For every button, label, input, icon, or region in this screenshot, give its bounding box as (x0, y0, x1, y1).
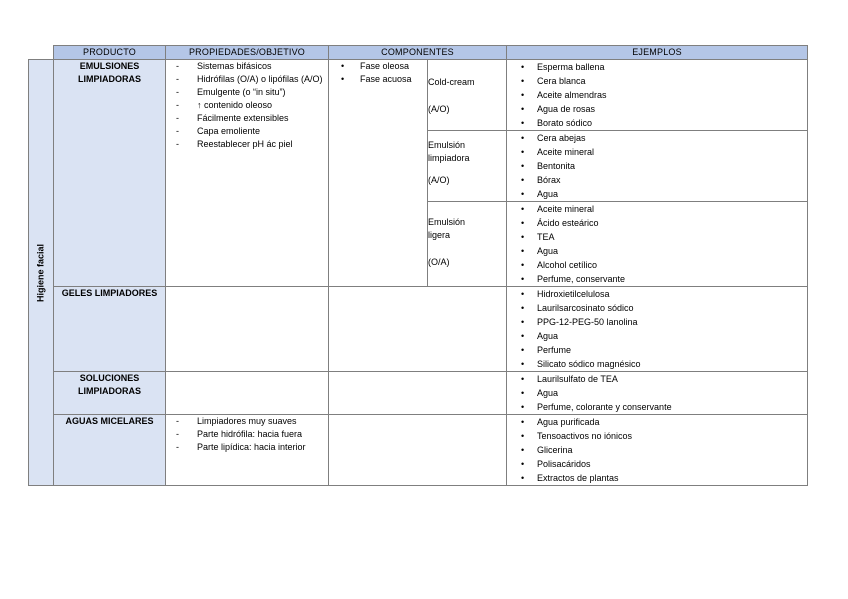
list-item: • Tensoactivos no iónicos (521, 429, 807, 443)
list-item: • Laurilsulfato de TEA (521, 372, 807, 386)
components-cell (329, 287, 507, 372)
list-item: • Hidroxietilcelulosa (521, 287, 807, 301)
list-item: • Agua purificada (521, 415, 807, 429)
header-ejemplos: EJEMPLOS (507, 46, 808, 60)
list-item: - Hidrófilas (O/A) o lipófilas (A/O) (176, 73, 328, 86)
product-cell (54, 415, 166, 486)
list-item: • Cera abejas (521, 131, 807, 145)
list-item: • Glicerina (521, 443, 807, 457)
properties-cell (166, 287, 329, 372)
header-blank (29, 46, 54, 60)
list-item: • Bórax (521, 173, 807, 187)
subtype-name: Emulsión limpiadora (428, 140, 470, 163)
list-item: • Perfume (521, 343, 807, 357)
header-propiedades: PROPIEDADES/OBJETIVO (166, 46, 329, 60)
list-item: - Parte hidrófila: hacia fuera (176, 428, 328, 441)
properties-cell (166, 372, 329, 415)
list-item: • PPG-12-PEG-50 lanolina (521, 315, 807, 329)
product-cell (54, 60, 166, 287)
list-item: • Perfume, conservante (521, 272, 807, 286)
subtype-cell (428, 60, 507, 131)
table-row (29, 60, 808, 131)
table-row (29, 372, 808, 415)
list-item: • Extractos de plantas (521, 471, 807, 485)
list-item: • Alcohol cetílico (521, 258, 807, 272)
list-item: - Emulgente (o “in situ”) (176, 86, 328, 99)
product-cell (54, 372, 166, 415)
list-item: • Aceite mineral (521, 202, 807, 216)
list-item: • Bentonita (521, 159, 807, 173)
list-item: • Fase oleosa (339, 60, 427, 73)
examples-list (507, 60, 807, 130)
cosmetics-table (28, 45, 808, 486)
components-list (329, 60, 427, 86)
subtype-name: Cold-cream (428, 77, 475, 87)
list-item: • Aceite almendras (521, 88, 807, 102)
examples-cell (507, 60, 808, 131)
table-row (29, 287, 808, 372)
product-label: SOLUCIONES LIMPIADORAS (78, 373, 141, 396)
table-row (29, 415, 808, 486)
list-item: • Agua (521, 386, 807, 400)
list-item: • Ácido esteárico (521, 216, 807, 230)
examples-list (507, 202, 807, 286)
list-item: • Agua (521, 329, 807, 343)
examples-list (507, 131, 807, 201)
list-item: • Agua (521, 187, 807, 201)
list-item: • Laurilsarcosinato sódico (521, 301, 807, 315)
list-item: • Perfume, colorante y conservante (521, 400, 807, 414)
list-item: • Esperma ballena (521, 60, 807, 74)
properties-list (166, 60, 328, 151)
list-item: - Sistemas bifásicos (176, 60, 328, 73)
components-cell (329, 372, 507, 415)
list-item: • Agua (521, 244, 807, 258)
examples-cell (507, 131, 808, 202)
subtype-name: Emulsión ligera (428, 217, 466, 240)
list-item: - Fácilmente extensibles (176, 112, 328, 125)
list-item: • Cera blanca (521, 74, 807, 88)
subtype-code: (A/O) (428, 175, 450, 185)
examples-cell (507, 415, 808, 486)
list-item: • Aceite mineral (521, 145, 807, 159)
properties-cell (166, 60, 329, 287)
list-item: • Borato sódico (521, 116, 807, 130)
examples-cell (507, 202, 808, 287)
properties-list (166, 415, 328, 454)
product-label: EMULSIONES LIMPIADORAS (78, 61, 141, 84)
list-item: • Agua de rosas (521, 102, 807, 116)
list-item: • Silicato sódico magnésico (521, 357, 807, 371)
subtype-code: (A/O) (428, 104, 450, 114)
subtype-code: (O/A) (428, 257, 450, 267)
list-item: - Parte lipídica: hacia interior (176, 441, 328, 454)
list-item: - Limpiadores muy suaves (176, 415, 328, 428)
product-label: GELES LIMPIADORES (61, 288, 158, 298)
list-item: - Capa emoliente (176, 125, 328, 138)
list-item: • Polisacáridos (521, 457, 807, 471)
components-cell (329, 415, 507, 486)
header-row (29, 46, 808, 60)
properties-cell (166, 415, 329, 486)
header-producto: PRODUCTO (54, 46, 166, 60)
list-item: • TEA (521, 230, 807, 244)
product-cell (54, 287, 166, 372)
product-label: AGUAS MICELARES (65, 416, 154, 426)
subtype-cell (428, 202, 507, 287)
list-item: - Reestablecer pH ác piel (176, 138, 328, 151)
subtype-cell (428, 131, 507, 202)
examples-cell (507, 372, 808, 415)
list-item: • Fase acuosa (339, 73, 427, 86)
examples-list (507, 372, 807, 414)
category-label: Higiene facial (35, 243, 46, 302)
examples-list (507, 287, 807, 371)
examples-cell (507, 287, 808, 372)
list-item: - ↑ contenido oleoso (176, 99, 328, 112)
examples-list (507, 415, 807, 485)
category-cell (29, 60, 54, 486)
components-cell (329, 60, 428, 287)
header-componentes: COMPONENTES (329, 46, 507, 60)
